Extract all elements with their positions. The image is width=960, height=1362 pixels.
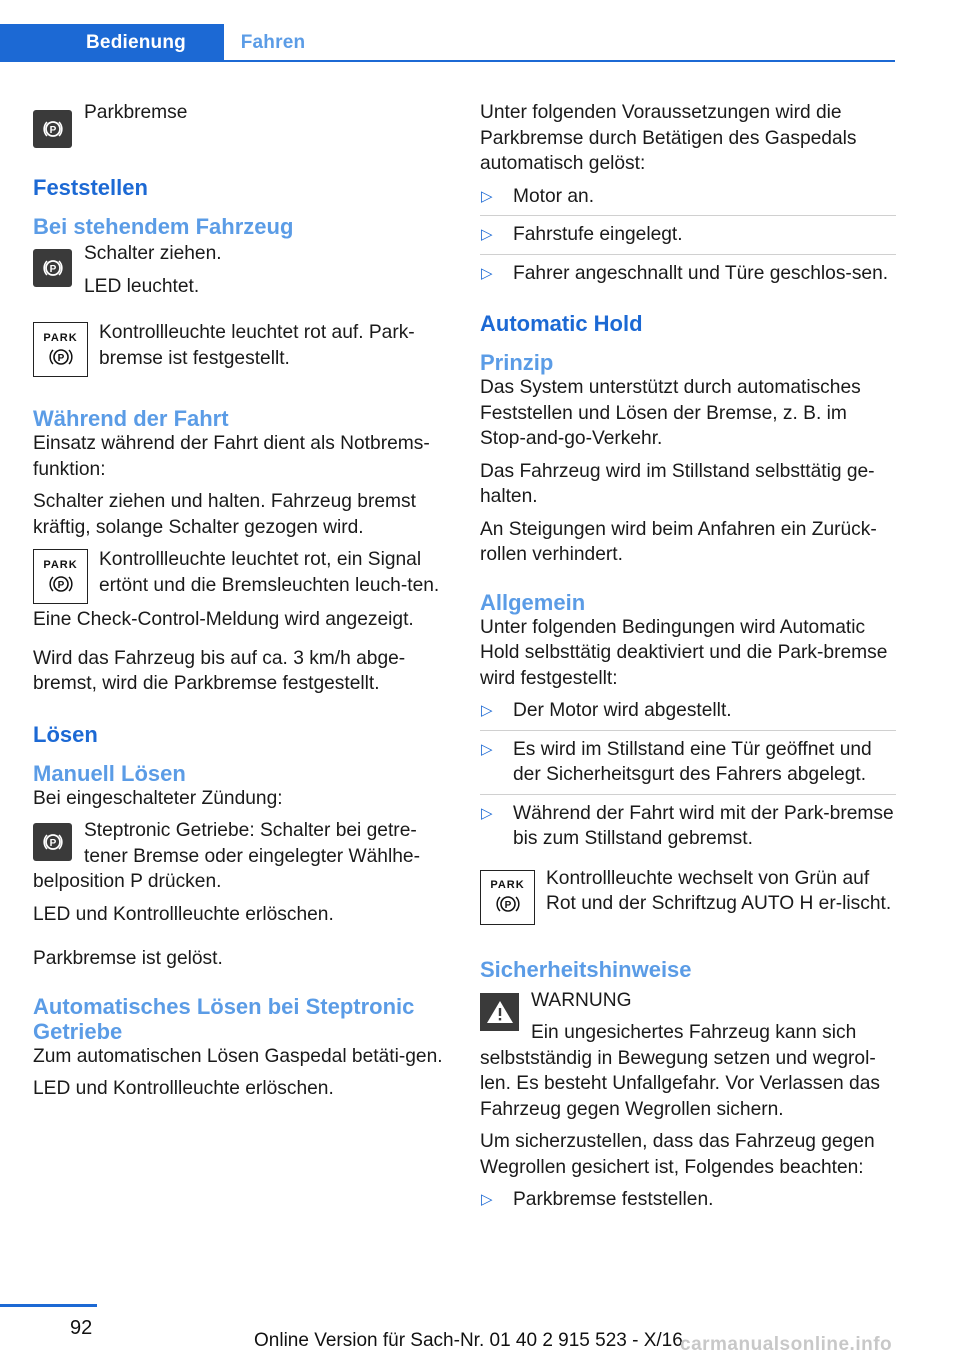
page-number: 92 bbox=[70, 1317, 93, 1339]
heading-fahrt: Während der Fahrt bbox=[33, 406, 229, 431]
heading-allgemein: Allgemein bbox=[480, 589, 586, 615]
warning-block bbox=[480, 988, 896, 1123]
list-item: ▷ Motor an. bbox=[480, 184, 896, 217]
parking-brake-switch-icon bbox=[33, 110, 72, 148]
heading-auto: Automatisches Lösen bei Steptronic Getriebe bbox=[33, 993, 415, 1044]
intro-block bbox=[33, 100, 446, 148]
parking-brake-switch-icon bbox=[33, 249, 72, 287]
triangle-bullet-icon: ▷ bbox=[481, 264, 493, 282]
stehend-text-3: Kontrollleuchte leuchtet rot auf. Park-bremse ist festgestellt. bbox=[99, 322, 415, 369]
park-label: PARK bbox=[43, 558, 78, 571]
triangle-bullet-icon: ▷ bbox=[481, 187, 493, 205]
warning-text: Ein ungesichertes Fahrzeug kann sich selbstständig in Bewegung setzen und wegrol-len. Es besteht Unfallgefahr. Vor Verlassen das Fahrzeug gegen Wegrollen sichern. bbox=[480, 1022, 880, 1120]
auto-text-2: LED und Kontrollleuchte erlöschen. bbox=[33, 1078, 334, 1099]
tab-bedienung[interactable]: Bedienung bbox=[0, 24, 224, 62]
right-column bbox=[480, 100, 896, 1227]
watermark-text: carmanualsonline.info bbox=[680, 1334, 893, 1355]
parking-brake-switch-icon bbox=[33, 823, 72, 861]
list-item: ▷ Parkbremse feststellen. bbox=[480, 1187, 896, 1219]
allgemein-park-block bbox=[480, 866, 896, 925]
triangle-bullet-icon: ▷ bbox=[481, 226, 493, 243]
park-indicator-icon bbox=[33, 549, 88, 604]
left-column bbox=[33, 100, 446, 1109]
list-item: ▷ Fahrstufe eingelegt. bbox=[480, 222, 896, 255]
prinzip-text-1: Das System unterstützt durch automatisches Feststellen und Lösen der Bremse, z. B. im Stop-and-go-Verkehr. bbox=[480, 377, 861, 449]
prinzip-text-3: An Steigungen wird beim Anfahren ein Zurück-rollen verhindert. bbox=[480, 518, 877, 565]
triangle-bullet-icon: ▷ bbox=[481, 740, 493, 758]
intro-label: Parkbremse bbox=[84, 102, 188, 123]
bullet-list-1 bbox=[480, 184, 896, 293]
list-item: ▷ Fahrer angeschnallt und Türe geschlos-sen. bbox=[480, 261, 896, 293]
svg-text:P: P bbox=[49, 125, 56, 136]
park-label: PARK bbox=[490, 879, 525, 891]
allgemein-text-2: Kontrollleuchte wechselt von Grün auf Rot und der Schriftzug AUTO H er-lischt. bbox=[546, 867, 892, 914]
list-item: ▷ Es wird im Stillstand eine Tür geöffnet und der Sicherheitsgurt des Fahrers abgelegt. bbox=[480, 737, 896, 795]
manuell-text-3: LED und Kontrollleuchte erlöschen. bbox=[33, 903, 334, 925]
fahrt-park-block bbox=[33, 547, 446, 605]
svg-text:P: P bbox=[49, 838, 56, 849]
manuell-switch-block bbox=[33, 818, 446, 895]
svg-text:P: P bbox=[57, 352, 64, 364]
manuell-text-1: Bei eingeschalteter Zündung: bbox=[33, 787, 283, 809]
heading-sicherheit: Sicherheitshinweise bbox=[480, 956, 692, 982]
heading-manuell: Manuell Lösen bbox=[33, 760, 186, 786]
bullet-list-3 bbox=[480, 1187, 896, 1219]
stehend-block bbox=[33, 241, 446, 306]
prinzip-text-2: Das Fahrzeug wird im Stillstand selbsttätig ge-halten. bbox=[480, 460, 875, 507]
fahrt-text-4: Eine Check-Control-Meldung wird angezeigt. bbox=[33, 609, 414, 630]
allgemein-text-1: Unter folgenden Bedingungen wird Automatic Hold selbsttätig deaktiviert und die Park-bremse wird festgestellt: bbox=[480, 616, 888, 689]
heading-loesen: Lösen bbox=[33, 721, 98, 747]
heading-stehend: Bei stehendem Fahrzeug bbox=[33, 214, 294, 239]
heading-feststellen: Feststellen bbox=[33, 175, 148, 200]
park-indicator-icon bbox=[33, 322, 88, 377]
triangle-bullet-icon: ▷ bbox=[481, 804, 493, 822]
park-label: PARK bbox=[43, 331, 78, 344]
park-indicator-icon bbox=[480, 870, 535, 925]
fahrt-text-3: Kontrollleuchte leuchtet rot, ein Signal ertönt und die Bremsleuchten leuch-ten. bbox=[99, 549, 440, 596]
manuell-text-4: Parkbremse ist gelöst. bbox=[33, 948, 223, 969]
stehend-park-block bbox=[33, 320, 446, 378]
stehend-text-2: LED leuchtet. bbox=[84, 275, 200, 297]
page-header bbox=[0, 0, 895, 62]
svg-text:P: P bbox=[49, 264, 56, 275]
bullet-list-2 bbox=[480, 698, 896, 858]
online-version-text: Online Version für Sach-Nr. 01 40 2 915 523 - X/16 bbox=[254, 1330, 683, 1351]
header-divider bbox=[224, 60, 895, 62]
right-intro: Unter folgenden Voraussetzungen wird die Parkbremse durch Betätigen des Gaspedals automatisch gelöst: bbox=[480, 102, 857, 174]
manuell-text-2: Steptronic Getriebe: Schalter bei getre-tener Bremse oder eingelegter Wählhe-belposition P drücken. bbox=[33, 820, 420, 892]
auto-text-1: Zum automatischen Lösen Gaspedal betäti-gen. bbox=[33, 1045, 443, 1067]
fahrt-text-2: Schalter ziehen und halten. Fahrzeug bremst kräftig, solange Schalter gezogen wird. bbox=[33, 491, 416, 538]
fahrt-text-5: Wird das Fahrzeug bis auf ca. 3 km/h abge-bremst, wird die Parkbremse festgestellt. bbox=[33, 647, 406, 694]
stehend-text-1: Schalter ziehen. bbox=[84, 243, 222, 264]
footer-divider bbox=[0, 1304, 97, 1307]
heading-prinzip: Prinzip bbox=[480, 350, 554, 375]
list-item: ▷ Während der Fahrt wird mit der Park-bremse bis zum Stillstand gebremst. bbox=[481, 802, 894, 849]
triangle-bullet-icon: ▷ bbox=[481, 1191, 493, 1208]
list-item: ▷ Der Motor wird abgestellt. bbox=[480, 698, 896, 731]
svg-text:P: P bbox=[57, 579, 64, 591]
warning-triangle-icon bbox=[480, 993, 519, 1031]
triangle-bullet-icon: ▷ bbox=[481, 702, 493, 719]
sicher-text-1: Um sicherzustellen, dass das Fahrzeug gegen Wegrollen gesichert ist, Folgendes beachten: bbox=[480, 1131, 875, 1178]
svg-text:P: P bbox=[504, 900, 511, 911]
heading-automatic-hold: Automatic Hold bbox=[480, 311, 643, 336]
tab-fahren[interactable]: Fahren bbox=[224, 24, 322, 62]
warning-title: WARNUNG bbox=[531, 989, 632, 1011]
fahrt-text-1: Einsatz während der Fahrt dient als Notbrems-funktion: bbox=[33, 433, 430, 480]
